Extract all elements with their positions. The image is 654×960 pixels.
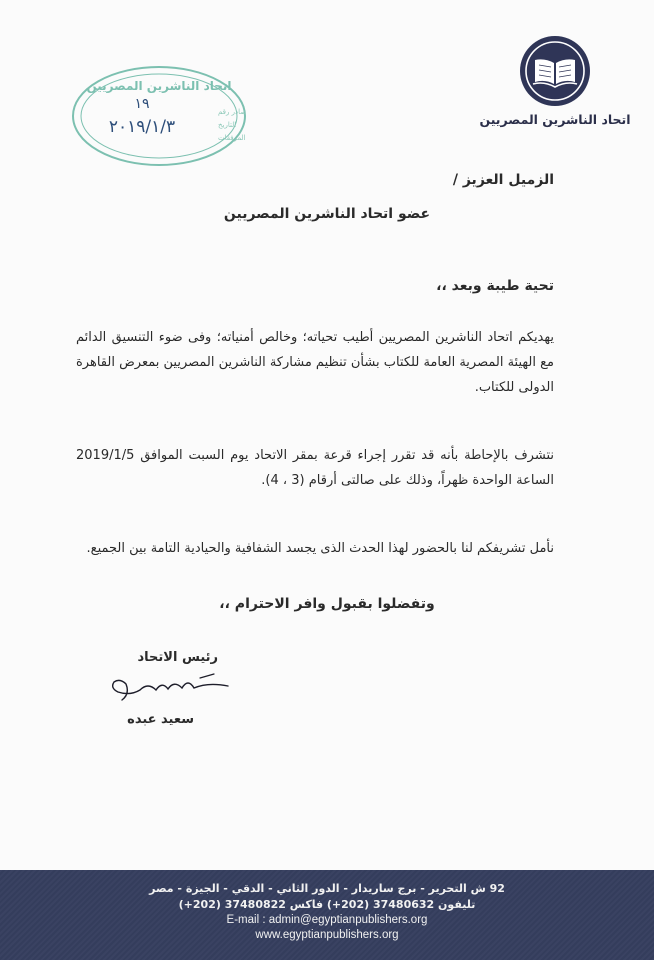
greeting: تحية طيبة وبعد ،، — [436, 278, 554, 294]
contact-footer — [0, 870, 654, 960]
stamp-label-date: التاريخ — [218, 121, 237, 129]
footer-address: 92 ش التحرير - برج ساريدار - الدور الثاني - الدقي - الجيزة - مصر — [149, 882, 505, 895]
salutation: الزميل العزيز / — [452, 172, 554, 188]
organization-name: اتحاد الناشرين المصريين — [479, 112, 631, 127]
outgoing-stamp — [70, 64, 248, 168]
signatory-name: سعيد عبده — [127, 712, 194, 727]
stamp-label-attachments: المرفقات — [218, 134, 246, 142]
paragraph-intro: يهديكم اتحاد الناشرين المصريين أطيب تحياته؛ وخالص أمنياته؛ وفى ضوء التنسيق الدائم مع الهيئة المصرية العامة للكتاب بشأن تنظيم مشاركة الناشرين المصريين بمعرض القاهرة الدولى للكتاب. — [76, 330, 554, 395]
stamp-number: ١٩ — [134, 96, 150, 112]
footer-phones: تليفون 37480632 (202+) فاكس 37480822 (202+) — [178, 898, 476, 911]
handwritten-signature — [104, 670, 234, 710]
stamp-label-number: صادر رقم — [218, 108, 247, 116]
recipient-line: عضو اتحاد الناشرين المصريين — [223, 206, 431, 222]
footer-email[interactable]: E-mail : admin@egyptianpublishers.org — [226, 914, 428, 926]
closing-line: وتفضلوا بقبول وافر الاحترام ،، — [219, 596, 435, 612]
paragraph-invitation: نأمل تشريفكم لنا بالحضور لهذا الحدث الذى يجسد الشفافية والحيادية التامة بين الجميع. — [86, 541, 554, 556]
footer-website[interactable]: www.egyptianpublishers.org — [255, 929, 399, 941]
signatory-title: رئيس الاتحاد — [137, 650, 218, 665]
paragraph-announcement: نتشرف بالإحاطة بأنه قد تقرر إجراء قرعة بمقر الاتحاد يوم السبت الموافق 2019/1/5 الساعة الواحدة ظهراً، وذلك على صالتى أرقام (3 ، 4). — [76, 448, 554, 488]
open-book-icon — [518, 34, 592, 108]
stamp-date: ٢٠١٩/١/٣ — [108, 117, 176, 137]
stamp-org-text: اتحاد الناشرين المصريين — [86, 79, 232, 93]
